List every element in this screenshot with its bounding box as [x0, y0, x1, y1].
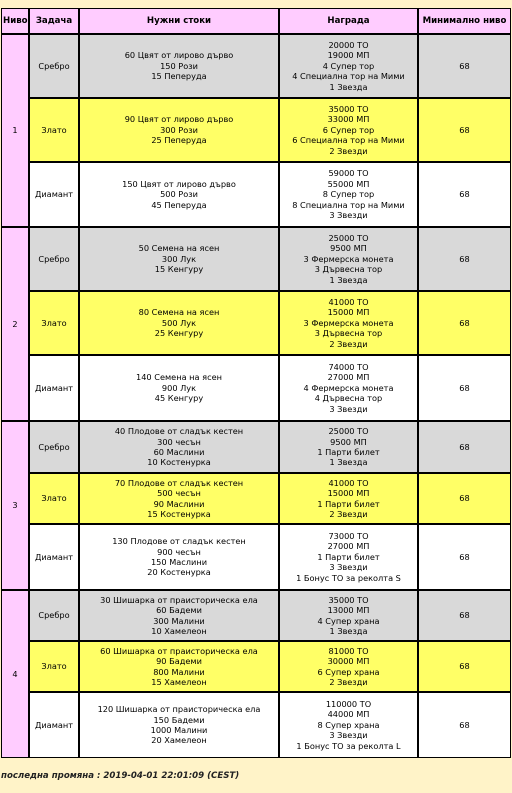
header-level: Ниво: [1, 8, 29, 34]
goods-line: 800 Малини: [153, 666, 205, 677]
goods-line: 10 Хамелеон: [151, 625, 207, 636]
reward-line: 25000 ТО: [328, 232, 369, 243]
goods-line: 300 Малини: [153, 615, 205, 626]
reward-line: 6 Супер храна: [317, 666, 380, 677]
goods-line: 40 Плодове от сладък кестен: [114, 426, 244, 437]
goods-cell: [79, 473, 279, 524]
min-level-cell: 68: [418, 421, 511, 473]
goods-line: 900 Лук: [161, 382, 197, 393]
goods-cell: [79, 524, 279, 590]
reward-line: 73000 ТО: [328, 530, 369, 541]
reward-line: 4 Супер тор: [322, 60, 375, 71]
reward-line: 1 Парти билет: [317, 447, 380, 457]
goods-line: 15 Костенурка: [147, 508, 211, 519]
table-row: [1, 473, 511, 524]
goods-line: 500 Рози: [160, 189, 198, 200]
level-cell: 3: [1, 421, 29, 590]
reward-cell: [279, 98, 418, 162]
task-cell: Сребро: [29, 421, 79, 473]
reward-line: 8 Супер храна: [317, 719, 380, 730]
reward-line: 1 Звезда: [329, 457, 368, 468]
header-goods: Нужни стоки: [79, 8, 279, 34]
header-task: Задача: [29, 8, 79, 34]
task-cell: Сребро: [29, 34, 79, 98]
header-min-level: Минимално ниво: [418, 8, 511, 34]
reward-line: 44000 МП: [327, 709, 370, 720]
reward-line: 3 Звезди: [329, 210, 368, 221]
reward-line: 35000 ТО: [328, 103, 369, 114]
reward-line: 3 Дървесна тор: [314, 328, 383, 339]
reward-line: 1 Парти билет: [317, 498, 380, 509]
goods-line: 150 Цвят от лирово дърво: [122, 178, 236, 189]
reward-line: 1 Звезда: [329, 274, 368, 285]
reward-line: 19000 МП: [327, 50, 370, 61]
reward-line: 9500 МП: [330, 436, 367, 447]
goods-cell: [79, 291, 279, 355]
reward-cell: [279, 355, 418, 421]
table-row: [1, 590, 511, 641]
table-row: [1, 692, 511, 758]
min-level-cell: 68: [418, 692, 511, 758]
table-row: [1, 421, 511, 473]
goods-line: 25 Пеперуда: [151, 135, 207, 146]
min-level-cell: 68: [418, 524, 511, 590]
reward-line: 4 Дървесна тор: [314, 393, 383, 404]
last-modified: последна промяна : 2019-04-01 22:01:09 (CEST): [1, 771, 240, 781]
reward-line: 13000 МП: [327, 605, 370, 616]
task-cell: Злато: [29, 473, 79, 524]
reward-line: 6 Супер тор: [322, 124, 375, 135]
reward-line: 1 Звезда: [329, 625, 368, 636]
level-cell: 4: [1, 590, 29, 758]
goods-line: 45 Пеперуда: [151, 199, 207, 210]
table-row: [1, 227, 511, 291]
goods-line: 90 Бадеми: [156, 656, 202, 667]
goods-cell: [79, 421, 279, 473]
task-cell: Злато: [29, 641, 79, 692]
reward-line: 6 Специална тор на Мими: [292, 135, 405, 146]
min-level-cell: 68: [418, 291, 511, 355]
min-level-cell: 68: [418, 34, 511, 98]
reward-line: 59000 ТО: [328, 168, 369, 179]
min-level-cell: 68: [418, 98, 511, 162]
reward-line: 55000 МП: [327, 178, 370, 189]
goods-line: 300 Лук: [161, 253, 197, 264]
reward-line: 30000 МП: [327, 656, 370, 667]
table-row: [1, 98, 511, 162]
goods-line: 90 Маслини: [153, 498, 205, 509]
task-cell: Злато: [29, 98, 79, 162]
reward-line: 33000 МП: [327, 114, 370, 125]
goods-cell: [79, 641, 279, 692]
goods-line: 90 Цвят от лирово дърво: [124, 114, 234, 125]
min-level-cell: 68: [418, 355, 511, 421]
reward-line: 9500 МП: [330, 243, 367, 254]
reward-cell: [279, 590, 418, 641]
task-cell: Диамант: [29, 692, 79, 758]
reward-cell: [279, 473, 418, 524]
min-level-cell: 68: [418, 590, 511, 641]
table-row: [1, 291, 511, 355]
reward-line: 3 Звезди: [329, 403, 368, 414]
reward-line: 3 Фермерска монета: [303, 317, 394, 328]
goods-line: 140 Семена на ясен: [136, 372, 222, 383]
reward-cell: [279, 641, 418, 692]
goods-cell: [79, 590, 279, 641]
reward-line: 20000 ТО: [328, 39, 369, 50]
goods-line: 60 Цвят от лирово дърво: [124, 50, 234, 61]
reward-line: 4 Фермерска монета: [303, 382, 394, 393]
goods-line: 500 Лук: [161, 317, 197, 328]
reward-line: 2 Звезди: [329, 338, 368, 349]
min-level-cell: 68: [418, 473, 511, 524]
reward-line: 8 Специална тор на Мими: [292, 199, 405, 210]
reward-cell: [279, 524, 418, 590]
reward-cell: [279, 162, 418, 227]
table-row: [1, 524, 511, 590]
goods-line: 60 Шишарка от праисторическа ела: [100, 645, 258, 656]
goods-line: 500 чесън: [157, 488, 201, 499]
reward-cell: [279, 692, 418, 758]
goods-line: 60 Бадеми: [156, 605, 202, 616]
table-row: [1, 355, 511, 421]
min-level-cell: 68: [418, 641, 511, 692]
goods-line: 15 Хамелеон: [151, 676, 207, 687]
goods-line: 15 Кенгуру: [154, 264, 204, 275]
reward-line: 1 Звезда: [329, 81, 368, 92]
reward-line: 3 Звезди: [329, 562, 368, 573]
reward-line: 15000 МП: [327, 488, 370, 499]
task-cell: Диамант: [29, 524, 79, 590]
reward-line: 3 Фермерска монета: [303, 253, 394, 264]
goods-line: 45 Кенгуру: [154, 393, 204, 404]
reward-line: 15000 МП: [327, 307, 370, 318]
reward-cell: [279, 421, 418, 473]
header-row: [1, 8, 511, 34]
reward-line: 1 Бонус ТО за реколта S: [296, 572, 401, 583]
reward-line: 74000 ТО: [328, 361, 369, 372]
task-cell: Сребро: [29, 227, 79, 291]
goods-line: 30 Шишарка от праисторическа ела: [100, 594, 258, 605]
goods-cell: [79, 355, 279, 421]
goods-line: 15 Пеперуда: [151, 71, 207, 82]
min-level-cell: 68: [418, 227, 511, 291]
goods-line: 50 Семена на ясен: [138, 243, 220, 254]
header-reward: Награда: [279, 8, 418, 34]
min-level-cell: 68: [418, 162, 511, 227]
task-cell: Злато: [29, 291, 79, 355]
goods-line: 150 Рози: [160, 60, 198, 71]
goods-line: 80 Семена на ясен: [138, 307, 220, 318]
table-row: [1, 641, 511, 692]
goods-line: 70 Плодове от сладък кестен: [114, 477, 244, 488]
goods-line: 150 Бадеми: [153, 714, 205, 725]
goods-cell: [79, 227, 279, 291]
goods-cell: [79, 98, 279, 162]
goods-cell: [79, 162, 279, 227]
reward-line: 41000 ТО: [328, 296, 369, 307]
goods-line: 25 Кенгуру: [154, 328, 204, 339]
goods-line: 20 Хамелеон: [151, 735, 207, 746]
task-cell: Диамант: [29, 355, 79, 421]
reward-cell: [279, 34, 418, 98]
reward-line: 1 Парти билет: [317, 551, 380, 562]
level-cell: 2: [1, 227, 29, 421]
goods-line: 10 Костенурка: [147, 457, 211, 468]
goods-line: 60 Маслини: [153, 447, 205, 457]
task-cell: Сребро: [29, 590, 79, 641]
goods-line: 150 Маслини: [150, 557, 208, 567]
quest-table: [1, 8, 511, 758]
reward-line: 27000 МП: [327, 541, 370, 552]
reward-line: 4 Специална тор на Мими: [292, 71, 405, 82]
goods-line: 900 чесън: [157, 546, 201, 557]
reward-line: 35000 ТО: [328, 594, 369, 605]
reward-line: 4 Супер храна: [317, 615, 380, 626]
reward-line: 3 Дървесна тор: [314, 264, 383, 275]
goods-cell: [79, 692, 279, 758]
reward-line: 41000 ТО: [328, 477, 369, 488]
level-cell: 1: [1, 34, 29, 227]
goods-line: 300 чесън: [157, 436, 201, 447]
goods-cell: [79, 34, 279, 98]
goods-line: 120 Шишарка от праисторическа ела: [97, 704, 261, 715]
goods-line: 300 Рози: [160, 124, 198, 135]
reward-line: 3 Звезди: [329, 730, 368, 741]
reward-cell: [279, 227, 418, 291]
reward-line: 8 Супер тор: [322, 189, 375, 200]
reward-line: 2 Звезди: [329, 508, 368, 519]
reward-cell: [279, 291, 418, 355]
reward-line: 27000 МП: [327, 372, 370, 383]
table-row: [1, 162, 511, 227]
goods-line: 130 Плодове от сладък кестен: [112, 536, 246, 547]
task-cell: Диамант: [29, 162, 79, 227]
table-row: [1, 34, 511, 98]
reward-line: 110000 ТО: [325, 698, 372, 709]
reward-line: 81000 ТО: [328, 645, 369, 656]
goods-line: 20 Костенурка: [147, 567, 211, 578]
goods-line: 1000 Малини: [150, 725, 208, 735]
reward-line: 1 Бонус ТО за реколта L: [296, 740, 401, 751]
reward-line: 2 Звезди: [329, 145, 368, 156]
reward-line: 2 Звезди: [329, 676, 368, 687]
reward-line: 25000 ТО: [328, 426, 369, 437]
